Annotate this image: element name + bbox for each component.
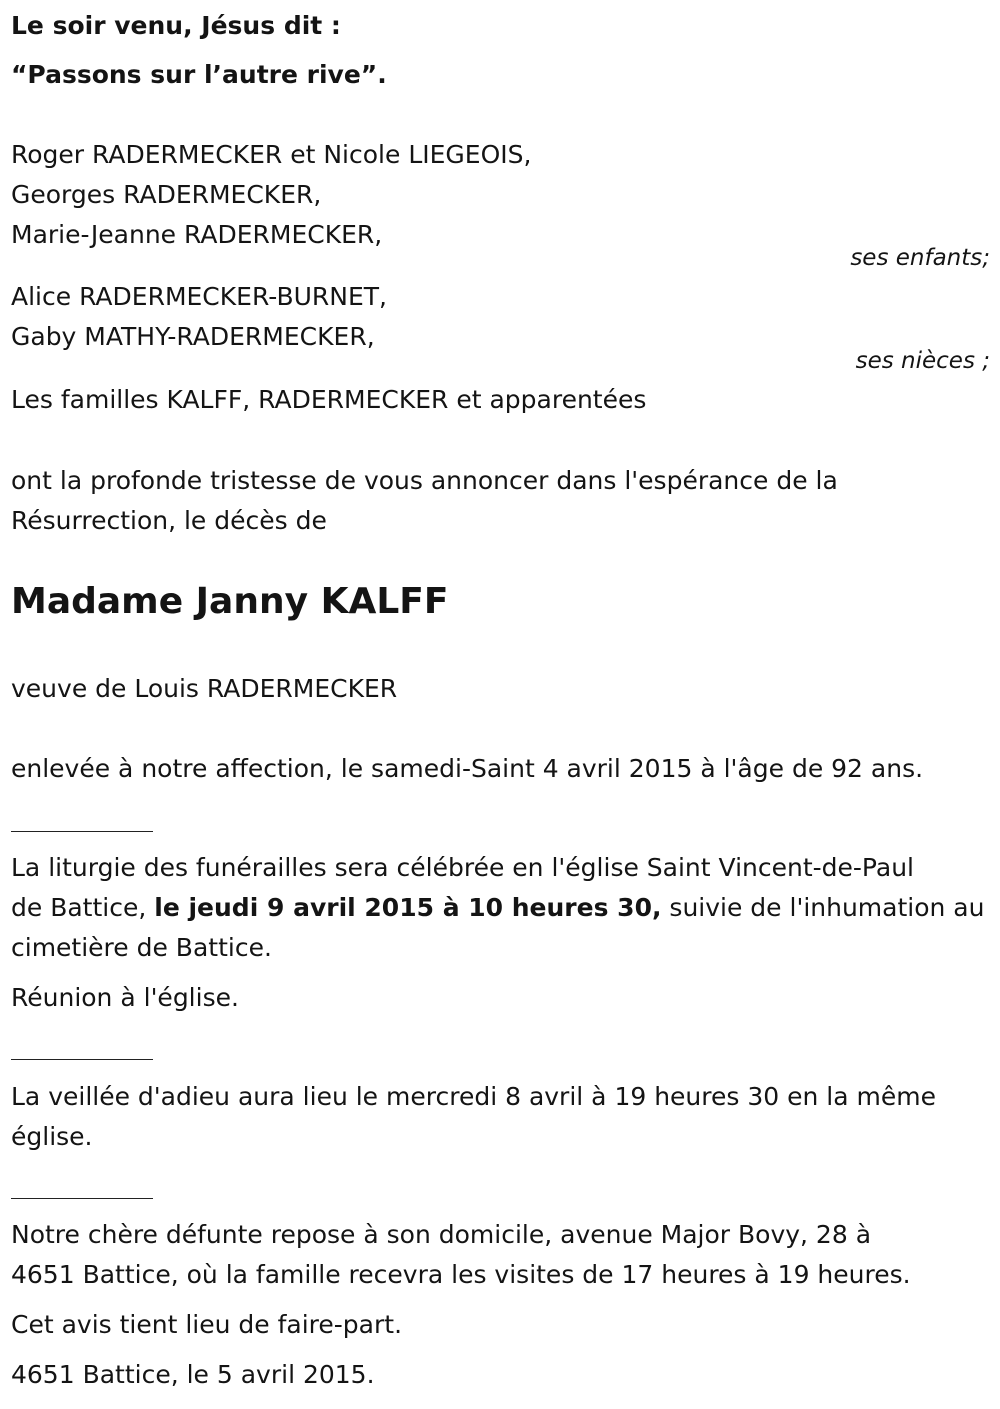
- vigil-line-2: église.: [11, 1122, 93, 1151]
- passing-line: enlevée à notre affection, le samedi-Saint 4 avril 2015 à l'âge de 92 ans.: [11, 754, 924, 783]
- separator-line: [11, 831, 153, 832]
- separator-line: [11, 1059, 153, 1060]
- vigil-line-1: La veillée d'adieu aura lieu le mercredi 8 avril à 19 heures 30 en la même: [11, 1082, 936, 1111]
- funeral-line-2: [11, 888, 984, 928]
- widow-of-line: veuve de Louis RADERMECKER: [11, 674, 398, 703]
- announcement-line-2: Résurrection, le décès de: [11, 506, 327, 535]
- announcement-line-1: ont la profonde tristesse de vous annoncer dans l'espérance de la: [11, 466, 838, 495]
- verse-line-1: Le soir venu, Jésus dit :: [11, 11, 341, 40]
- families-line: Les familles KALFF, RADERMECKER et apparentées: [11, 385, 647, 414]
- deceased-name: Madame Janny KALFF: [11, 581, 449, 622]
- meeting-line: Réunion à l'église.: [11, 983, 239, 1012]
- rest-line-1: Notre chère défunte repose à son domicile, avenue Major Bovy, 28 à: [11, 1220, 872, 1249]
- niece-name: Alice RADERMECKER-BURNET,: [11, 282, 387, 311]
- funeral-line-3: cimetière de Battice.: [11, 933, 272, 962]
- place-date-line: 4651 Battice, le 5 avril 2015.: [11, 1360, 375, 1389]
- child-name: Roger RADERMECKER et Nicole LIEGEOIS,: [11, 140, 532, 169]
- child-name: Georges RADERMECKER,: [11, 180, 322, 209]
- nieces-label: ses nièces ;: [855, 348, 990, 374]
- separator-line: [11, 1198, 153, 1199]
- verse-line-2: “Passons sur l’autre rive”.: [11, 60, 387, 89]
- rest-line-2: 4651 Battice, où la famille recevra les visites de 17 heures à 19 heures.: [11, 1260, 911, 1289]
- funeral-date-time: le jeudi 9 avril 2015 à 10 heures 30,: [154, 893, 662, 922]
- child-name: Marie-Jeanne RADERMECKER,: [11, 220, 383, 249]
- children-label: ses enfants;: [850, 245, 990, 271]
- funeral-line-2-start: de Battice,: [11, 893, 155, 922]
- niece-name: Gaby MATHY-RADERMECKER,: [11, 322, 375, 351]
- notice-line: Cet avis tient lieu de faire-part.: [11, 1310, 403, 1339]
- funeral-line-2-end: suivie de l'inhumation au: [661, 893, 985, 922]
- funeral-line-1: La liturgie des funérailles sera célébrée en l'église Saint Vincent-de-Paul: [11, 853, 914, 882]
